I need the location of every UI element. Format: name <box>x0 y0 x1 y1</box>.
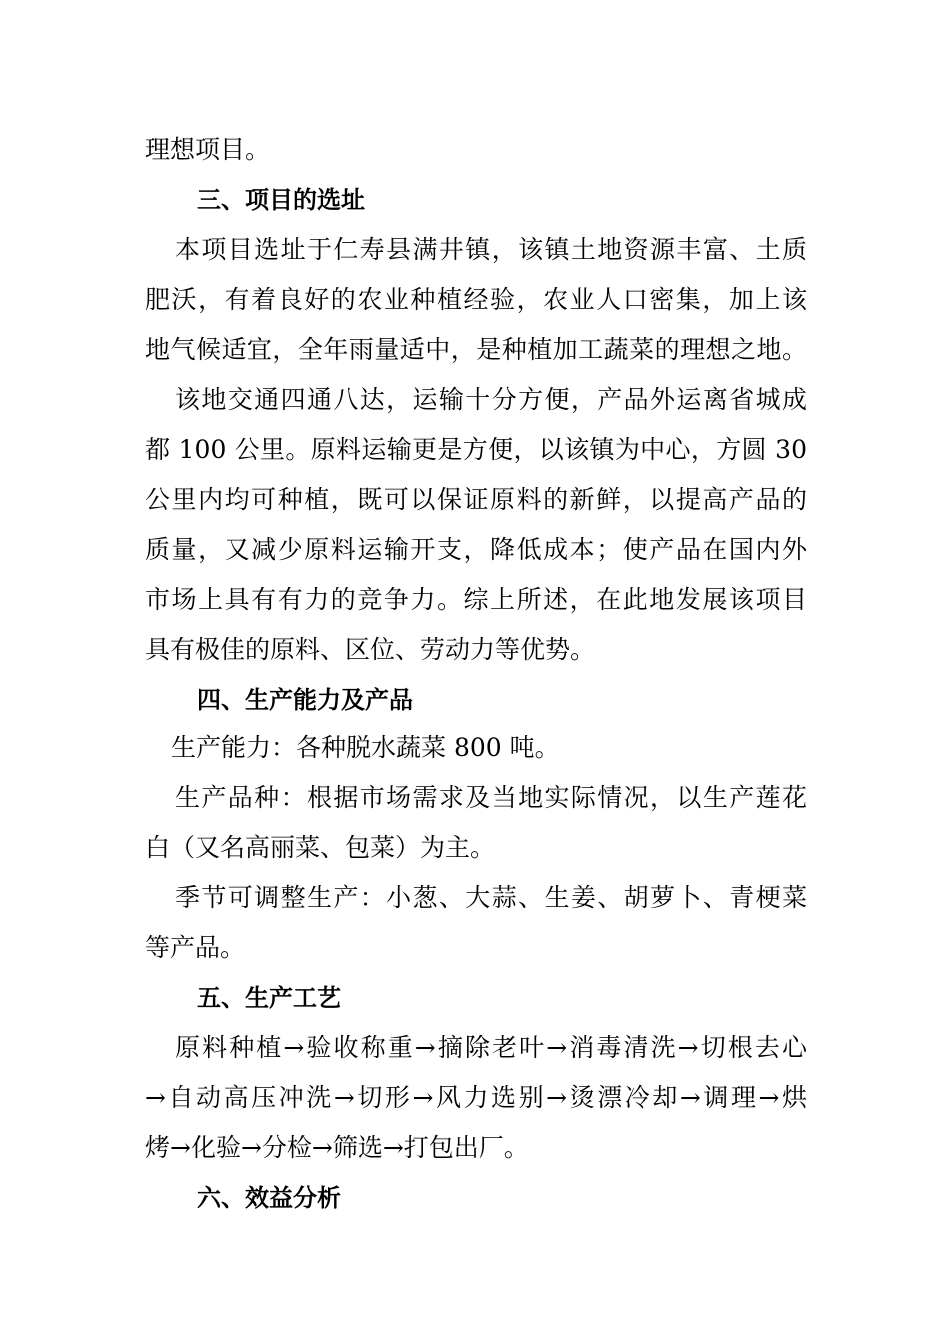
text-line: 本项目选址于仁寿县满井镇，该镇土地资源丰富、土质 <box>175 235 807 264</box>
text-line: 等产品。 <box>145 933 246 962</box>
text-line: 生产品种：根据市场需求及当地实际情况，以生产莲花 <box>175 783 807 812</box>
text-line: 都 100 公里。原料运输更是方便，以该镇为中心，方圆 30 <box>145 435 807 464</box>
text-line: 理想项目。 <box>145 135 271 164</box>
text-line: 白（又名高丽菜、包菜）为主。 <box>145 833 496 862</box>
text-line: 该地交通四通八达，运输十分方便，产品外运离省城成 <box>175 385 807 414</box>
text-line: 季节可调整生产：小葱、大蒜、生姜、胡萝卜、青梗菜 <box>175 883 807 912</box>
text-line: →自动高压冲洗→切形→风力选别→烫漂冷却→调理→烘 <box>145 1083 807 1112</box>
section-heading: 五、生产工艺 <box>197 984 341 1012</box>
text-line: 质量，又减少原料运输开支，降低成本；使产品在国内外 <box>145 535 807 564</box>
text-line: 地气候适宜，全年雨量适中，是种植加工蔬菜的理想之地。 <box>145 335 807 364</box>
section-heading: 四、生产能力及产品 <box>197 686 413 714</box>
text-line: 原料种植→验收称重→摘除老叶→消毒清洗→切根去心 <box>175 1033 807 1062</box>
text-line: 肥沃，有着良好的农业种植经验，农业人口密集，加上该 <box>145 285 807 314</box>
section-heading: 六、效益分析 <box>197 1184 341 1212</box>
text-line: 烤→化验→分检→筛选→打包出厂。 <box>145 1133 529 1162</box>
text-line: 市场上具有有力的竞争力。综上所述，在此地发展该项目 <box>145 585 807 614</box>
text-line: 公里内均可种植，既可以保证原料的新鲜，以提高产品的 <box>145 485 807 514</box>
section-heading: 三、项目的选址 <box>197 186 365 214</box>
text-line: 具有极佳的原料、区位、劳动力等优势。 <box>145 635 596 664</box>
text-line: 生产能力：各种脱水蔬菜 800 吨。 <box>171 733 560 762</box>
